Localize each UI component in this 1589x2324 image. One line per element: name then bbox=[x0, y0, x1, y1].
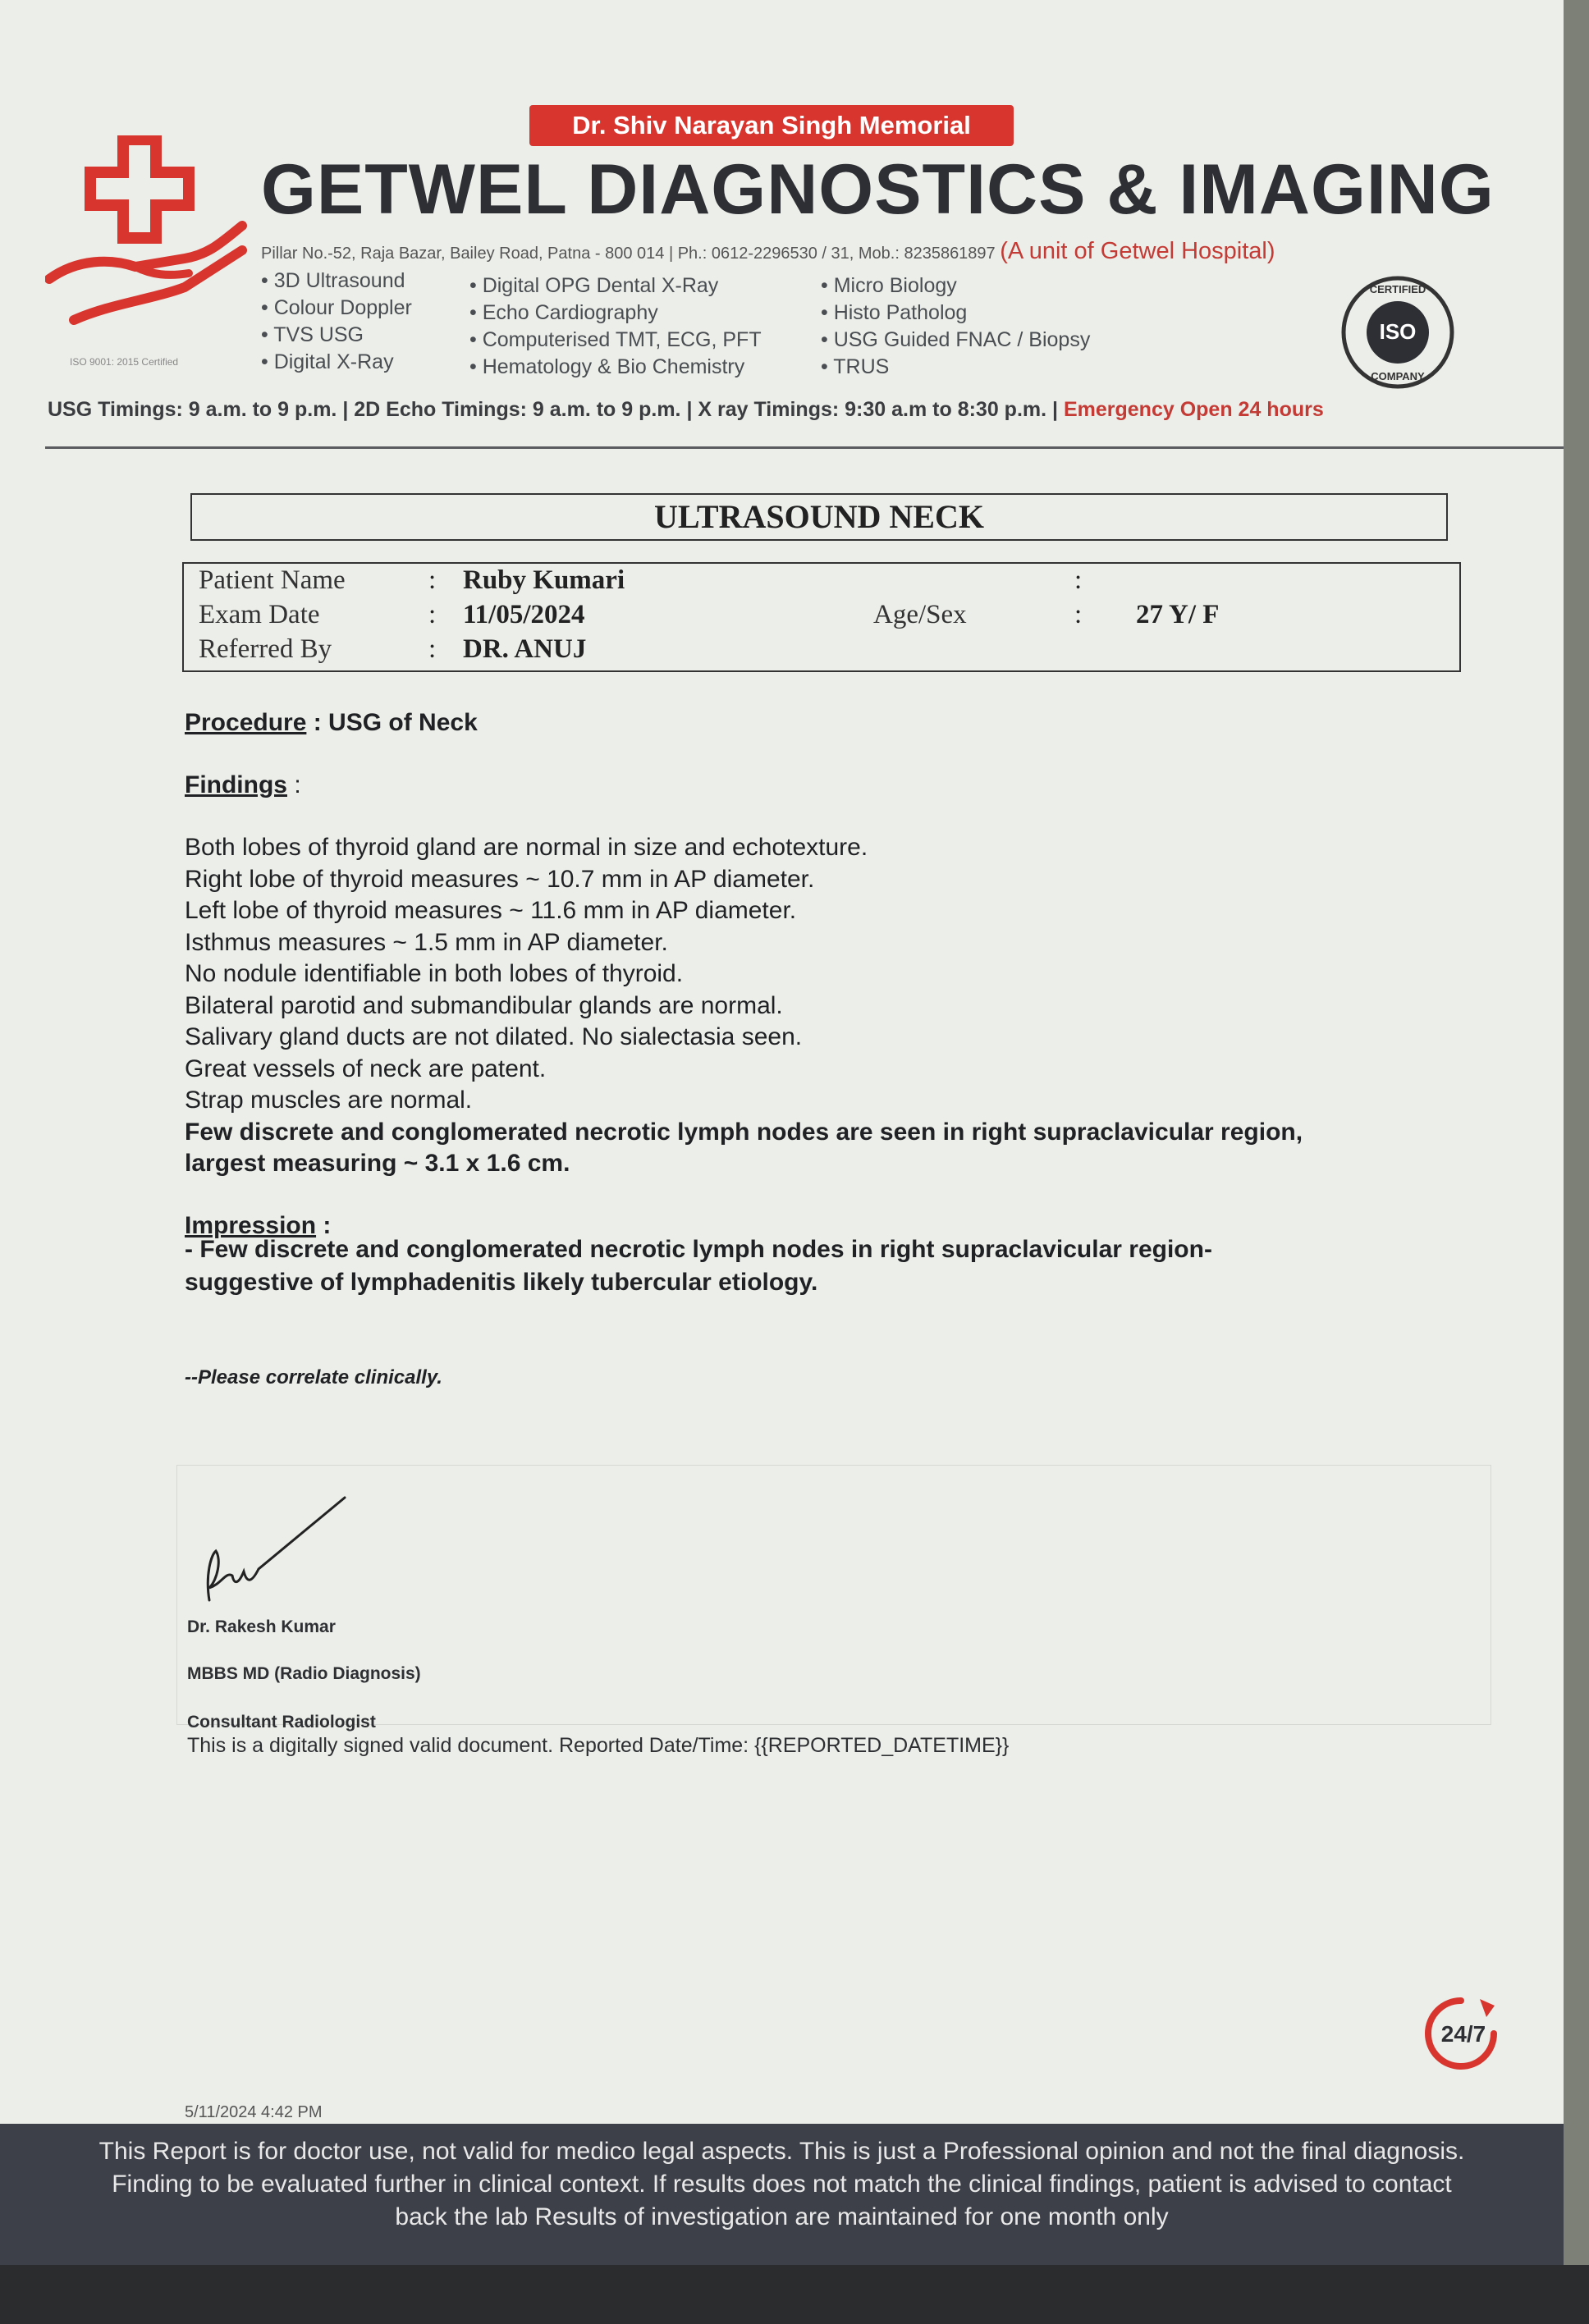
services-column-1 bbox=[261, 268, 412, 376]
finding-line: Salivary gland ducts are not dilated. No sialectasia seen. bbox=[185, 1023, 803, 1050]
colon: : bbox=[428, 634, 437, 664]
brand-name: GETWEL DIAGNOSTICS & IMAGING bbox=[261, 150, 1495, 229]
header-divider bbox=[45, 446, 1564, 449]
service-item: • Micro Biology bbox=[821, 272, 1090, 300]
finding-line: Isthmus measures ~ 1.5 mm in AP diameter. bbox=[185, 928, 668, 956]
finding-line: Great vessels of neck are patent. bbox=[185, 1054, 547, 1082]
letterhead bbox=[0, 0, 1564, 460]
doctor-qualification: MBBS MD (Radio Diagnosis) bbox=[187, 1664, 421, 1683]
finding-line: Both lobes of thyroid gland are normal in size and echotexture. bbox=[185, 834, 868, 861]
age-sex-label: Age/Sex bbox=[873, 600, 967, 629]
iso-badge-center: ISO bbox=[1379, 319, 1417, 344]
finding-line: Strap muscles are normal. bbox=[185, 1087, 473, 1114]
iso-badge-top: CERTIFIED bbox=[1369, 283, 1426, 295]
disclaimer-line: back the lab Results of investigation are maintained for one month only bbox=[395, 2203, 1169, 2230]
age-sex-value: 27 Y/ F bbox=[1136, 600, 1220, 629]
signature-area bbox=[176, 1465, 1491, 1725]
address-line bbox=[261, 238, 1275, 265]
colon: : bbox=[428, 600, 437, 629]
iso-badge-bottom: COMPANY bbox=[1371, 370, 1425, 382]
referred-by-label: Referred By bbox=[199, 634, 332, 664]
service-item: • USG Guided FNAC / Biopsy bbox=[821, 327, 1090, 354]
service-item: • TVS USG bbox=[261, 322, 412, 349]
referred-by-value: DR. ANUJ bbox=[463, 634, 587, 664]
hospital-cross-hand-logo bbox=[45, 135, 250, 349]
colon: : bbox=[1074, 565, 1083, 595]
services-column-2 bbox=[469, 272, 762, 381]
service-item: • Hematology & Bio Chemistry bbox=[469, 354, 762, 381]
findings-heading bbox=[185, 771, 301, 799]
iso-cert-text: ISO 9001: 2015 Certified bbox=[70, 356, 179, 368]
disclaimer-line: This Report is for doctor use, not valid for medico legal aspects. This is just a Professional opinion and not the final diagnosis. bbox=[98, 2138, 1465, 2165]
finding-line-bold: largest measuring ~ 3.1 x 1.6 cm. bbox=[185, 1150, 570, 1177]
finding-line: Bilateral parotid and submandibular glands are normal. bbox=[185, 991, 783, 1019]
service-item: • Computerised TMT, ECG, PFT bbox=[469, 327, 762, 354]
service-item: • Digital OPG Dental X-Ray bbox=[469, 272, 762, 300]
timings-line bbox=[48, 398, 1324, 422]
signed-note: This is a digitally signed valid document. Reported Date/Time: {{REPORTED_DATETIME}} bbox=[187, 1734, 1010, 1757]
impression-line: suggestive of lymphadenitis likely tubercular etiology. bbox=[185, 1269, 818, 1296]
service-item: • TRUS bbox=[821, 354, 1090, 381]
findings-colon: : bbox=[294, 771, 301, 798]
timings-text: USG Timings: 9 a.m. to 9 p.m. | 2D Echo Timings: 9 a.m. to 9 p.m. | X ray Timings: 9:30 a.m to 8:30 p.m. | bbox=[48, 398, 1059, 421]
print-date-stamp: 5/11/2024 4:42 PM bbox=[185, 2103, 323, 2121]
impression-line: - Few discrete and conglomerated necrotic lymph nodes in right supraclavicular region- bbox=[185, 1236, 1212, 1263]
finding-line: Left lobe of thyroid measures ~ 11.6 mm in AP diameter. bbox=[185, 897, 797, 924]
service-item: • Digital X-Ray bbox=[261, 349, 412, 376]
24-7-badge bbox=[1422, 1994, 1500, 2072]
colon: : bbox=[428, 565, 437, 595]
procedure-line bbox=[185, 709, 478, 737]
patient-name-value: Ruby Kumari bbox=[463, 565, 625, 595]
disclaimer-line: Finding to be evaluated further in clinical context. If results does not match the clinical findings, patient is advised to contact bbox=[112, 2171, 1452, 2198]
unit-text: (A unit of Getwel Hospital) bbox=[1000, 238, 1275, 264]
impression-colon: : bbox=[323, 1212, 332, 1239]
exam-date-value: 11/05/2024 bbox=[463, 600, 585, 629]
service-item: • Colour Doppler bbox=[261, 295, 412, 322]
disclaimer-footer bbox=[0, 2124, 1564, 2265]
doctor-designation: Consultant Radiologist bbox=[187, 1713, 376, 1732]
signature-scribble bbox=[193, 1494, 357, 1608]
findings-label: Findings bbox=[185, 771, 287, 798]
correlate-note: --Please correlate clinically. bbox=[185, 1366, 442, 1388]
finding-line: Right lobe of thyroid measures ~ 10.7 mm in AP diameter. bbox=[185, 865, 815, 893]
colon: : bbox=[1074, 600, 1083, 629]
findings-list bbox=[185, 832, 1303, 1180]
memorial-banner: Dr. Shiv Narayan Singh Memorial bbox=[529, 105, 1014, 146]
iso-certified-badge bbox=[1340, 275, 1455, 390]
doctor-name: Dr. Rakesh Kumar bbox=[187, 1617, 336, 1636]
service-item: • Histo Patholog bbox=[821, 300, 1090, 327]
background-edge-bottom bbox=[0, 2265, 1589, 2324]
services-column-3 bbox=[821, 272, 1090, 381]
procedure-value: : USG of Neck bbox=[313, 709, 478, 736]
address-text: Pillar No.-52, Raja Bazar, Bailey Road, Patna - 800 014 | Ph.: 0612-2296530 / 31, Mob.: 8235861897 bbox=[261, 245, 996, 263]
exam-date-label: Exam Date bbox=[199, 600, 320, 629]
badge-text: 24/7 bbox=[1440, 2021, 1486, 2047]
patient-info-box bbox=[182, 562, 1461, 672]
emergency-text: Emergency Open 24 hours bbox=[1063, 398, 1324, 421]
background-edge-right bbox=[1564, 0, 1589, 2324]
finding-line-bold: Few discrete and conglomerated necrotic lymph nodes are seen in right supraclavicular region, bbox=[185, 1118, 1303, 1146]
service-item: • Echo Cardiography bbox=[469, 300, 762, 327]
patient-name-label: Patient Name bbox=[199, 565, 346, 595]
service-item: • 3D Ultrasound bbox=[261, 268, 412, 295]
procedure-label: Procedure bbox=[185, 709, 307, 736]
finding-line: No nodule identifiable in both lobes of thyroid. bbox=[185, 960, 684, 987]
impression-label: Impression bbox=[185, 1212, 317, 1239]
report-title: ULTRASOUND NECK bbox=[190, 493, 1448, 541]
